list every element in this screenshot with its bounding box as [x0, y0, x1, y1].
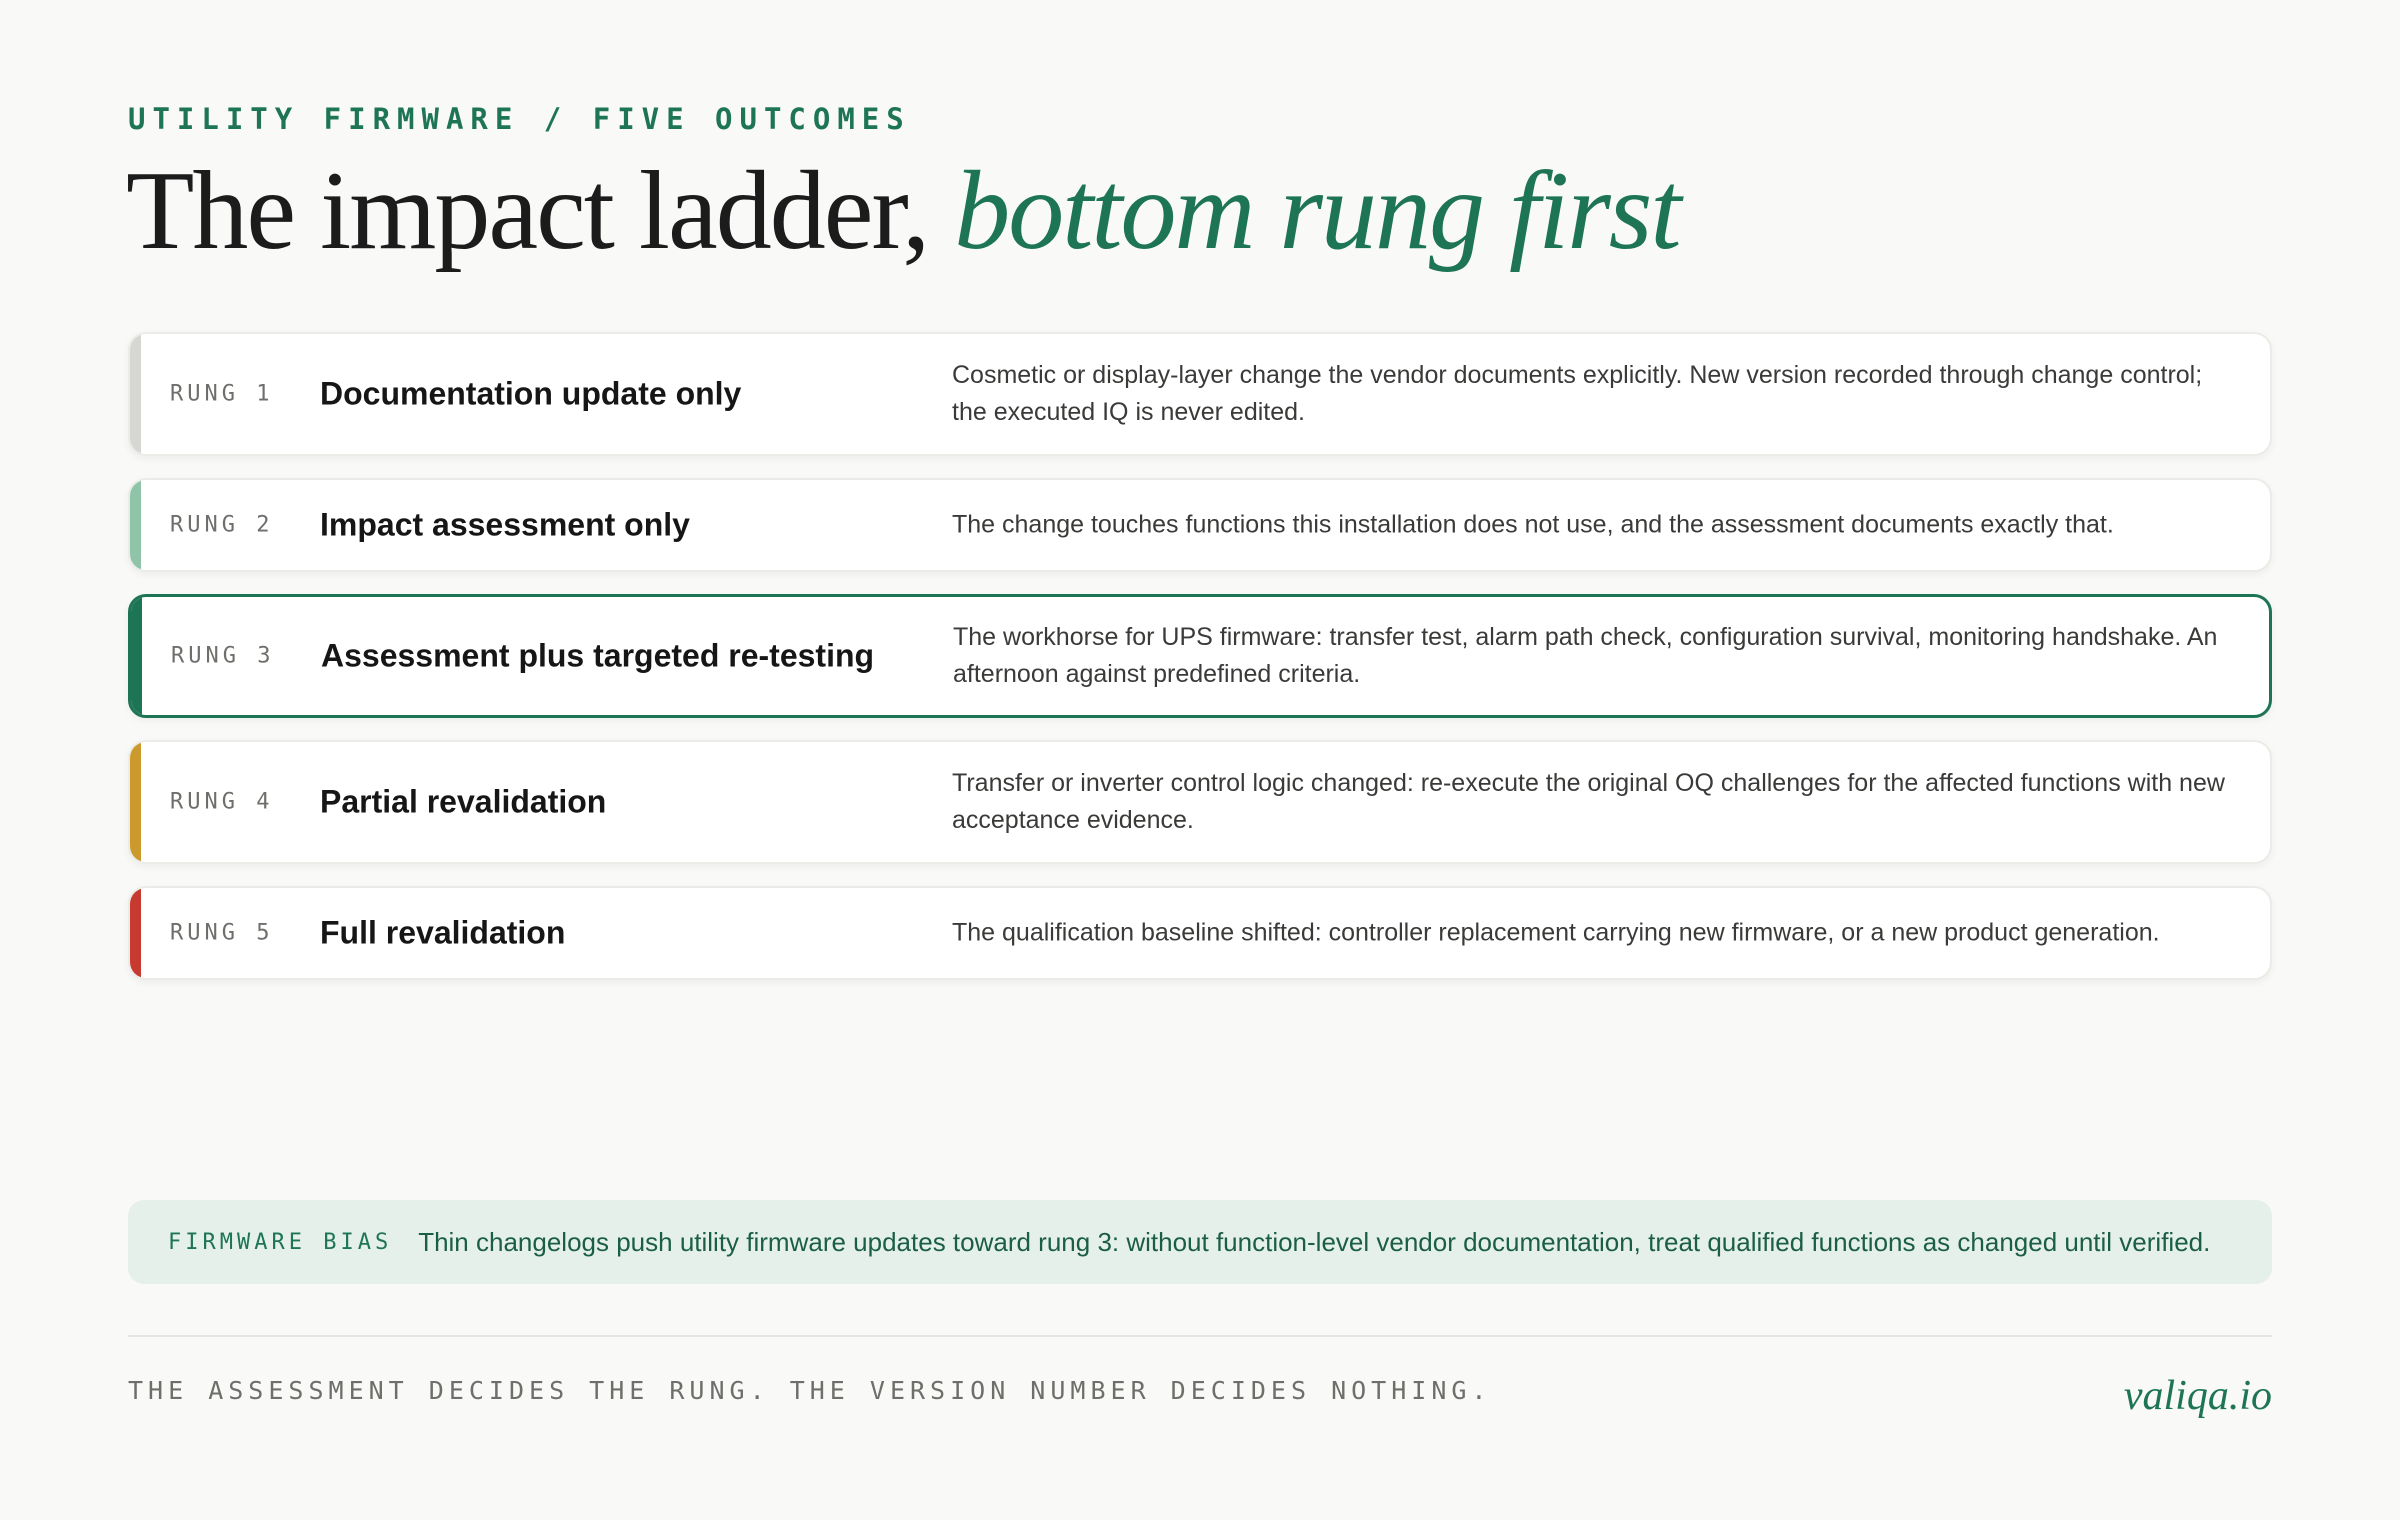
rung-5-title: Full revalidation — [320, 914, 566, 951]
rung-2-description: The change touches functions this installation does not use, and the assessment documents exactly that. — [952, 510, 2114, 539]
rung-card-2 — [128, 478, 2272, 572]
rung-5-number: RUNG 5 — [170, 920, 274, 946]
page-title — [126, 150, 1679, 273]
title-plain: The impact ladder, — [126, 149, 955, 273]
rung-card-3 — [128, 594, 2272, 718]
rung-4-title: Partial revalidation — [320, 783, 607, 820]
rung-2-number: RUNG 2 — [170, 512, 274, 538]
rung-5-description: The qualification baseline shifted: controller replacement carrying new firmware, or a new product generation. — [952, 918, 2160, 947]
title-accent: bottom rung first — [954, 149, 1680, 273]
rung-1-number: RUNG 1 — [170, 381, 274, 407]
rung-1-color-bar — [130, 334, 141, 454]
firmware-bias-text: Thin changelogs push utility firmware updates toward rung 3: without function-level vendor documentation, treat qualified functions as changed until verified. — [418, 1226, 2211, 1257]
rung-card-4 — [128, 740, 2272, 864]
rung-4-number: RUNG 4 — [170, 789, 274, 815]
rung-5-color-bar — [130, 888, 141, 978]
rung-card-1 — [128, 332, 2272, 456]
rung-3-color-bar — [131, 597, 142, 715]
rung-4-description: Transfer or inverter control logic changed: re-execute the original OQ challenges for the affected functions with new acceptance evidence. — [952, 769, 2225, 834]
rung-1-title: Documentation update only — [320, 375, 742, 412]
rung-3-number: RUNG 3 — [171, 643, 275, 669]
firmware-bias-label: FIRMWARE BIAS — [168, 1229, 393, 1255]
rung-4-color-bar — [130, 742, 141, 862]
rung-3-description: The workhorse for UPS firmware: transfer test, alarm path check, configuration survival, monitoring handshake. An afternoon against predefined criteria. — [953, 623, 2218, 688]
rung-2-title: Impact assessment only — [320, 506, 690, 543]
rung-3-title: Assessment plus targeted re-testing — [321, 637, 875, 674]
rung-card-5 — [128, 886, 2272, 980]
firmware-bias-callout — [128, 1200, 2272, 1284]
footer-divider — [128, 1335, 2272, 1337]
rung-2-color-bar — [130, 480, 141, 570]
impact-ladder — [128, 332, 2272, 1002]
footer-note: THE ASSESSMENT DECIDES THE RUNG. THE VERSION NUMBER DECIDES NOTHING. — [128, 1376, 1492, 1405]
brand-wordmark: valiqa.io — [2123, 1373, 2272, 1419]
rung-1-description: Cosmetic or display-layer change the vendor documents explicitly. New version recorded through change control; the executed IQ is never edited. — [952, 361, 2203, 426]
eyebrow-label: UTILITY FIRMWARE / FIVE OUTCOMES — [128, 102, 911, 136]
